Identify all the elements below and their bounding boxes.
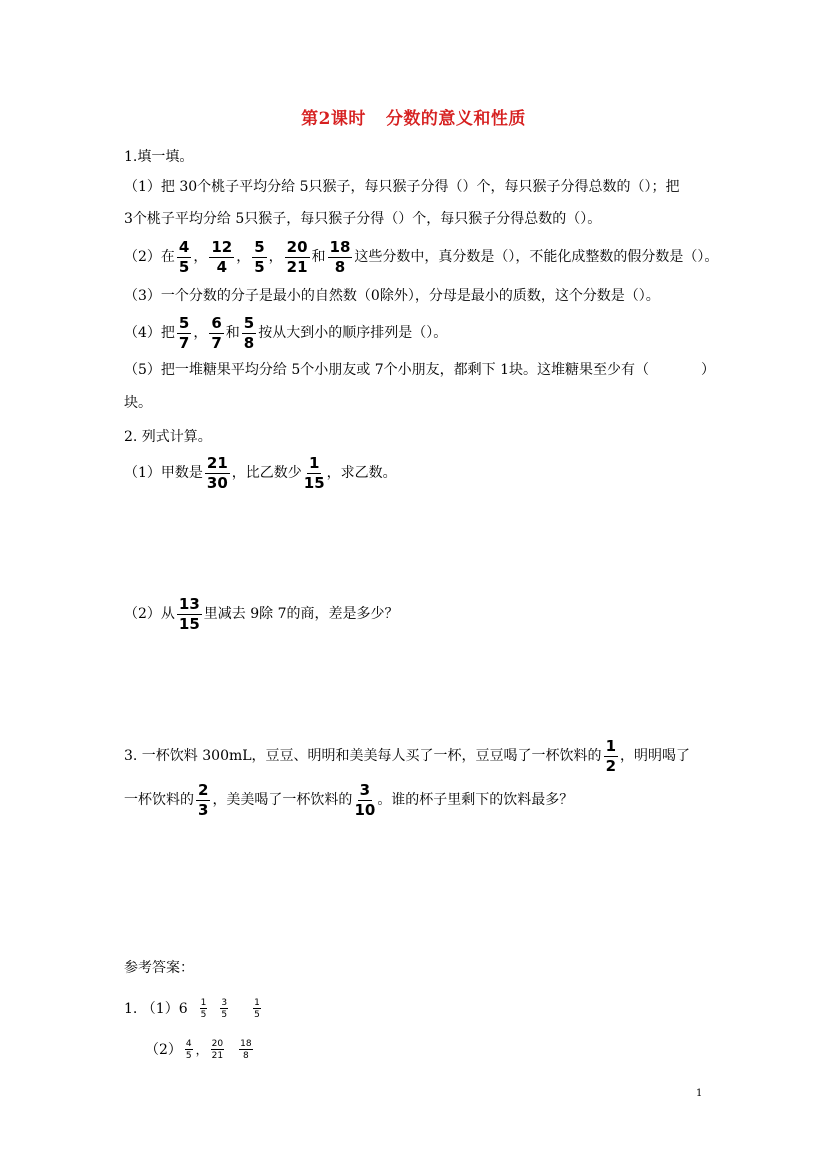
q1-part4-prefix: （4）把 <box>124 325 175 341</box>
numerator: 1 <box>200 998 207 1008</box>
q2-part1-suffix: ，求乙数。 <box>326 465 397 481</box>
denominator: 5 <box>200 1010 207 1020</box>
denominator: 8 <box>242 1051 249 1061</box>
numerator: 21 <box>206 453 228 472</box>
and-word: 和 <box>225 325 240 341</box>
separator: ， <box>268 249 283 265</box>
q1-part1-line2: 3个桃子平均分给 5只猴子，每只猴子分得（）个，每只猴子分得总数的（）。 <box>124 211 602 227</box>
denominator: 15 <box>303 473 325 492</box>
denominator: 2 <box>605 756 616 775</box>
denominator: 7 <box>178 333 190 352</box>
numerator: 3 <box>359 780 371 799</box>
numerator: 1 <box>309 453 320 472</box>
q2-part1-prefix: （1）甲数是 <box>124 465 203 481</box>
q2-part1-mid: ，比乙数少 <box>231 465 302 481</box>
denominator: 10 <box>354 800 376 819</box>
numerator: 2 <box>198 780 209 799</box>
fraction <box>304 455 325 492</box>
denominator: 8 <box>243 333 255 352</box>
q1-part4 <box>124 314 447 352</box>
answer-2-prefix: （2） <box>145 1042 182 1058</box>
q1-part5-line2: 块。 <box>124 395 152 411</box>
fraction <box>209 239 234 276</box>
denominator: 5 <box>254 257 265 276</box>
q1-part1-line1: （1）把 30个桃子平均分给 5只猴子，每只猴子分得（）个，每只猴子分得总数的（）；把 <box>124 179 680 195</box>
q1-part2-prefix: （2）在 <box>124 249 175 265</box>
denominator: 5 <box>185 1051 192 1061</box>
q1-part4-suffix: 按从大到小的顺序排列是（）。 <box>258 325 448 341</box>
separator: ， <box>193 325 208 341</box>
separator: ， <box>195 1043 208 1057</box>
answer-fraction <box>220 998 228 1020</box>
q1-part2 <box>124 238 718 276</box>
fraction <box>252 239 266 276</box>
answer-1-part1 <box>124 996 264 1022</box>
numerator: 5 <box>178 313 190 332</box>
q3-line1-suffix: ，明明喝了 <box>620 748 690 764</box>
q2-part2-prefix: （2）从 <box>124 606 175 622</box>
answer-1-prefix: 1. （1）6 <box>124 1001 188 1017</box>
fraction <box>209 315 223 352</box>
answer-fraction <box>185 1039 193 1061</box>
q3-line2 <box>124 780 573 820</box>
answer-fraction <box>200 998 208 1020</box>
question-1-header: 1.填一填。 <box>124 149 194 165</box>
numerator: 20 <box>211 1039 224 1049</box>
q3-line2-suffix: 。谁的杯子里剩下的饮料最多？ <box>377 792 574 808</box>
q2-part2 <box>124 594 399 634</box>
q2-part2-suffix: 里减去 9除 7的商，差是多少？ <box>203 606 399 622</box>
fraction <box>177 596 202 633</box>
lesson-topic: 分数的意义和性质 <box>385 109 526 129</box>
answer-fraction <box>239 1039 252 1061</box>
fraction <box>328 239 353 276</box>
numerator: 12 <box>211 237 233 256</box>
q1-part5-text: （5）把一堆糖果平均分给 5个小朋友或 7个小朋友，都剩下 1块。这堆糖果至少有（ <box>124 362 649 378</box>
q2-part1 <box>124 453 397 493</box>
numerator: 20 <box>286 237 308 256</box>
q1-part3: （3）一个分数的分子是最小的自然数（0除外），分母是最小的质数，这个分数是（）。 <box>124 288 660 304</box>
q1-part2-suffix: 这些分数中，真分数是（），不能化成整数的假分数是（）。 <box>354 249 719 265</box>
numerator: 18 <box>329 237 351 256</box>
denominator: 5 <box>254 1010 260 1020</box>
numerator: 4 <box>178 237 190 256</box>
fraction <box>196 782 210 819</box>
fraction <box>604 738 618 775</box>
q3-line2-prefix: 一杯饮料的 <box>124 792 194 808</box>
fraction <box>285 239 310 276</box>
denominator: 30 <box>206 473 228 492</box>
numerator: 5 <box>254 237 265 256</box>
question-2-header: 2. 列式计算。 <box>124 429 212 445</box>
separator: ， <box>193 249 208 265</box>
answer-fraction <box>253 998 261 1020</box>
numerator: 3 <box>221 998 228 1008</box>
fraction <box>177 239 191 276</box>
denominator: 15 <box>178 614 200 633</box>
numerator: 18 <box>240 1039 252 1049</box>
and-word: 和 <box>311 249 326 265</box>
lesson-number: 第2课时 <box>301 109 366 129</box>
q3-line1-prefix: 3. 一杯饮料 300mL，豆豆、明明和美美每人买了一杯，豆豆喝了一杯饮料的 <box>124 748 602 764</box>
answer-1-part2 <box>145 1036 256 1064</box>
page-number: 1 <box>696 1088 703 1099</box>
q1-part5-line1 <box>124 361 715 379</box>
denominator: 5 <box>178 257 190 276</box>
denominator: 5 <box>221 1010 228 1020</box>
numerator: 1 <box>254 998 260 1008</box>
q1-part5-close-paren: ） <box>700 362 715 378</box>
denominator: 3 <box>198 800 209 819</box>
denominator: 8 <box>334 257 346 276</box>
denominator: 4 <box>216 257 228 276</box>
numerator: 6 <box>211 313 222 332</box>
page-title <box>0 104 827 129</box>
q3-line1 <box>124 736 690 776</box>
answer-fraction <box>211 1039 224 1061</box>
denominator: 21 <box>286 257 308 276</box>
numerator: 13 <box>178 594 200 613</box>
numerator: 4 <box>185 1039 192 1049</box>
fraction <box>242 315 256 352</box>
fraction <box>354 782 375 819</box>
q3-line2-mid: ，美美喝了一杯饮料的 <box>212 792 353 808</box>
denominator: 21 <box>211 1051 224 1061</box>
numerator: 1 <box>605 736 616 755</box>
separator: ， <box>236 249 251 265</box>
fraction <box>205 455 230 492</box>
answers-header: 参考答案： <box>124 960 194 976</box>
numerator: 5 <box>243 313 255 332</box>
denominator: 7 <box>211 333 222 352</box>
fraction <box>177 315 191 352</box>
